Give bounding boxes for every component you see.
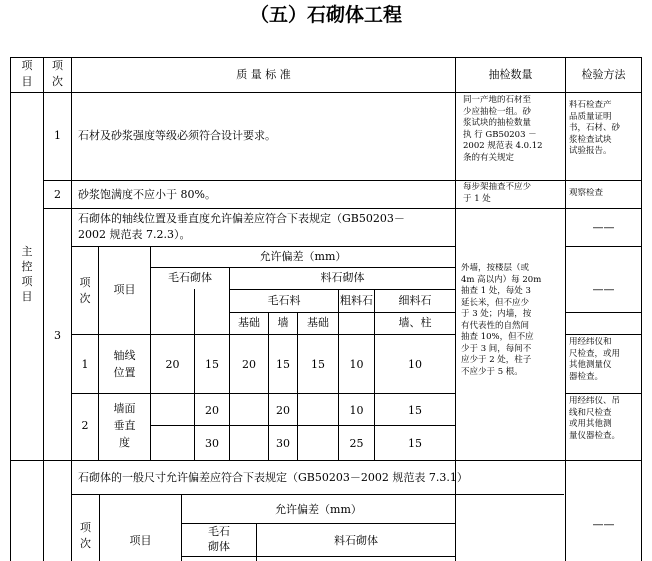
- sub-wall-col: 墙、柱: [398, 316, 432, 329]
- sub-cell: 15: [276, 358, 290, 371]
- sub-cell: 20: [242, 358, 256, 371]
- sub-cell: 10: [349, 358, 364, 371]
- sub-cell: 30: [276, 437, 290, 450]
- general-method: ——: [592, 518, 615, 531]
- row-text: 石材及砂浆强度等级必须符合设计要求。: [78, 129, 276, 142]
- row-qty: 同一产地的石材至 少应抽检一组。砂 浆试块的抽检数量 执 行 GB50203 － 2002 规范表 4.0.12 条的有关规定: [463, 95, 543, 163]
- rule: [71, 494, 564, 495]
- sub-allow: 允许偏差（mm）: [259, 250, 347, 263]
- sub-col-item: 项目: [113, 283, 136, 296]
- header-qty: 抽检数量: [488, 68, 533, 81]
- row-no: 2: [54, 188, 61, 201]
- rule: [338, 289, 339, 460]
- rule: [150, 425, 455, 426]
- sub-cell: 30: [205, 437, 219, 450]
- general-text: 石砌体的一般尺寸允许偏差应符合下表规定（GB50203－2002 规范表 7.3.1）: [78, 471, 468, 484]
- rule: [150, 267, 455, 268]
- sub-rubble-masonry: 毛石砌体: [168, 271, 212, 284]
- sub-cell: 25: [349, 437, 364, 450]
- sub-cell: 15: [311, 358, 325, 371]
- row-method: 料石检查产 品质量证明 书，石材、砂 浆检查试块 试验报告。: [569, 100, 621, 156]
- sub-cell: 15: [205, 358, 219, 371]
- sub-cell: 20: [165, 358, 180, 371]
- general-col-no: 项 次: [80, 521, 91, 550]
- sub-cell: 15: [408, 437, 422, 450]
- group-main-control: 主 控 项 目: [21, 245, 33, 303]
- rule: [565, 334, 642, 335]
- sub-dressed-masonry: 料石砌体: [320, 271, 365, 284]
- general-dressed: 料石砌体: [334, 534, 378, 547]
- row-text: 砂浆饱满度不应小于 80%。: [78, 188, 216, 201]
- rule: [181, 556, 455, 557]
- rule: [565, 57, 566, 561]
- rule: [43, 180, 642, 181]
- rule: [43, 208, 642, 209]
- rule: [565, 312, 642, 313]
- row-method: 观察检查: [569, 188, 604, 198]
- row-qty: 每步架抽查不应少 于 1 处: [463, 182, 532, 204]
- sub-row-item: 墙面 垂直 度: [113, 402, 136, 449]
- sub-row-no: 2: [81, 419, 89, 432]
- row-qty: 外墙，按楼层（或 4m 高以内）每 20m 抽查 1 处，每处 3 延长米，但不应少 于 3 处；内墙，按 有代表性的自然间 抽查 10%，但不应 少于 3 间，每间不 应少于 2 处，柱子 不应少于 5 根。: [461, 263, 542, 377]
- rule: [99, 494, 100, 561]
- sub-coarse: 粗料石: [340, 294, 373, 307]
- general-rubble: 毛石 砌体: [208, 525, 230, 553]
- row-no: 3: [54, 329, 61, 342]
- general-allow: 允许偏差（mm）: [275, 503, 362, 516]
- rule: [71, 246, 455, 247]
- sub-cell: 20: [205, 404, 219, 417]
- sub-fine: 细料石: [398, 294, 432, 307]
- rule: [71, 334, 455, 335]
- sub-cell: 10: [408, 358, 422, 371]
- sub-base: 基础: [307, 316, 329, 329]
- rule: [10, 460, 642, 461]
- header-standard: 质 量 标 准: [236, 68, 291, 81]
- rule: [229, 289, 455, 290]
- rule: [10, 57, 642, 58]
- rule: [565, 246, 642, 247]
- row-text: 石砌体的轴线位置及垂直度允许偏差应符合下表规定（GB50203－ 2002 规范表 7.2.3）。: [78, 212, 405, 241]
- sub-wall: 墙: [277, 316, 289, 329]
- sub-cell: 20: [276, 404, 290, 417]
- rule: [455, 57, 456, 561]
- rule: [229, 312, 455, 313]
- rule: [194, 289, 195, 460]
- rule: [10, 57, 11, 561]
- page-title: （五）石砌体工程: [249, 4, 402, 26]
- row-method: ——: [592, 283, 615, 296]
- row-method: 用经纬仪、吊 线和尺检查 或用其他测 量仪器检查。: [569, 396, 621, 441]
- sub-rubble: 毛石料: [267, 294, 301, 307]
- header-sub-no: 项 次: [52, 59, 63, 88]
- row-method: 用经纬仪和 尺检查，或用 其他测量仪 器检查。: [569, 337, 621, 382]
- header-item: 项 目: [21, 59, 33, 88]
- rule: [297, 312, 298, 460]
- sub-base: 基础: [238, 316, 260, 329]
- sub-col-no: 项 次: [79, 276, 91, 305]
- rule: [71, 393, 455, 394]
- rule: [71, 57, 72, 561]
- sub-cell: 15: [408, 404, 422, 417]
- header-method: 检验方法: [581, 68, 626, 81]
- row-no: 1: [54, 129, 61, 142]
- sub-cell: 10: [349, 404, 364, 417]
- sub-row-item: 轴线 位置: [113, 349, 136, 379]
- rule: [565, 393, 642, 394]
- sub-row-no: 1: [81, 358, 89, 371]
- general-col-item: 项目: [129, 534, 152, 547]
- rule: [641, 57, 642, 561]
- rule: [10, 92, 642, 93]
- row-method: ——: [592, 221, 615, 234]
